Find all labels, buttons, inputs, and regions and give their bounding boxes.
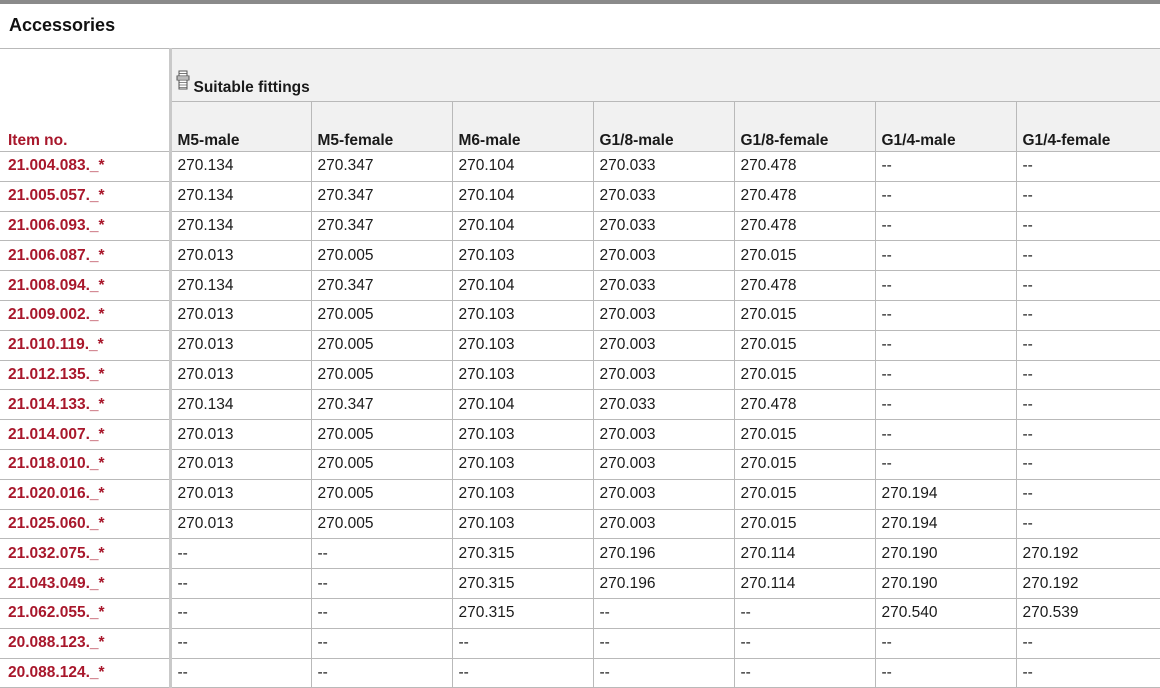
table-row [0,152,1160,182]
fitting-cell: 270.315 [452,598,593,628]
fitting-cell: -- [593,658,734,688]
item-number: 21.004.083._* [0,152,170,182]
item-number: 21.032.075._* [0,539,170,569]
fitting-cell: 270.540 [875,598,1016,628]
table-row [0,598,1160,628]
fitting-cell: 270.003 [593,509,734,539]
item-number: 21.014.007._* [0,420,170,450]
item-number: 21.020.016._* [0,479,170,509]
fitting-cell: 270.347 [311,181,452,211]
item-number: 21.008.094._* [0,271,170,301]
fitting-cell: -- [170,569,311,599]
fitting-cell: -- [452,628,593,658]
fitting-cell: -- [593,598,734,628]
fitting-cell: 270.315 [452,539,593,569]
fitting-cell: -- [1016,152,1160,182]
fitting-cell: 270.015 [734,330,875,360]
fitting-cell: -- [875,152,1016,182]
fitting-cell: 270.013 [170,449,311,479]
fitting-cell: 270.013 [170,420,311,450]
table-row [0,360,1160,390]
column-header: G1/8-male [593,102,734,152]
fitting-cell: -- [1016,241,1160,271]
table-row [0,241,1160,271]
fitting-cell: 270.015 [734,241,875,271]
fitting-cell: 270.033 [593,181,734,211]
fitting-cell: -- [1016,420,1160,450]
accessories-table [0,48,1160,688]
fitting-cell: -- [170,628,311,658]
fitting-cell: 270.015 [734,449,875,479]
column-header: G1/4-female [1016,102,1160,152]
fitting-cell: -- [1016,181,1160,211]
fitting-cell: 270.003 [593,479,734,509]
fitting-cell: 270.103 [452,241,593,271]
fitting-cell: 270.103 [452,360,593,390]
fitting-cell: 270.003 [593,330,734,360]
fitting-cell: 270.033 [593,211,734,241]
fitting-cell: 270.013 [170,241,311,271]
fitting-cell: 270.194 [875,509,1016,539]
fitting-cell: 270.104 [452,152,593,182]
fitting-cell: 270.190 [875,569,1016,599]
item-number: 21.025.060._* [0,509,170,539]
fitting-cell: 270.003 [593,300,734,330]
fitting-cell: 270.114 [734,539,875,569]
item-number: 21.018.010._* [0,449,170,479]
fitting-cell: -- [734,628,875,658]
section-title: Accessories [9,15,116,35]
table-row [0,330,1160,360]
table-row [0,449,1160,479]
item-number: 20.088.124._* [0,658,170,688]
item-number: 20.088.123._* [0,628,170,658]
fitting-cell: -- [734,598,875,628]
table-row [0,658,1160,688]
fitting-cell: -- [311,598,452,628]
fitting-cell: 270.196 [593,539,734,569]
fitting-cell: -- [875,420,1016,450]
column-header: M6-male [452,102,593,152]
fitting-cell: 270.003 [593,241,734,271]
fitting-cell: -- [875,658,1016,688]
fitting-cell: -- [1016,479,1160,509]
fitting-cell: 270.478 [734,181,875,211]
fitting-cell: 270.103 [452,300,593,330]
fitting-cell: 270.015 [734,479,875,509]
fitting-cell: 270.134 [170,152,311,182]
fitting-cell: -- [170,598,311,628]
fitting-cell: -- [875,449,1016,479]
fitting-cell: -- [875,628,1016,658]
item-number: 21.009.002._* [0,300,170,330]
fitting-cell: -- [1016,300,1160,330]
fitting-cell: -- [1016,628,1160,658]
fitting-cell: 270.013 [170,300,311,330]
fitting-cell: 270.134 [170,181,311,211]
fitting-cell: 270.315 [452,569,593,599]
fitting-cell: -- [1016,509,1160,539]
fitting-cell: 270.103 [452,479,593,509]
column-header: M5-male [170,102,311,152]
table-row [0,271,1160,301]
column-header: G1/4-male [875,102,1016,152]
item-number: 21.014.133._* [0,390,170,420]
fitting-cell: 270.478 [734,152,875,182]
fitting-cell: -- [452,658,593,688]
fitting-cell: 270.103 [452,449,593,479]
fitting-cell: 270.478 [734,211,875,241]
fitting-cell: -- [311,569,452,599]
fitting-cell: -- [1016,271,1160,301]
fitting-cell: 270.478 [734,390,875,420]
column-header: G1/8-female [734,102,875,152]
item-no-header: Item no. [0,49,170,152]
table-row [0,181,1160,211]
fitting-cell: 270.114 [734,569,875,599]
fitting-cell: 270.015 [734,509,875,539]
fitting-cell: 270.013 [170,509,311,539]
fitting-cell: -- [875,271,1016,301]
top-rule [0,0,1160,4]
fitting-cell: 270.478 [734,271,875,301]
group-header-row [0,49,1160,102]
fitting-cell: 270.015 [734,300,875,330]
fitting-cell: -- [734,658,875,688]
fitting-cell: 270.033 [593,390,734,420]
fitting-cell: 270.134 [170,271,311,301]
fitting-cell: 270.015 [734,360,875,390]
item-number: 21.010.119._* [0,330,170,360]
fitting-cell: 270.013 [170,360,311,390]
fitting-cell: 270.104 [452,390,593,420]
fitting-cell: -- [1016,360,1160,390]
table-row [0,479,1160,509]
table-row [0,509,1160,539]
fitting-cell: -- [875,330,1016,360]
fitting-cell: -- [1016,390,1160,420]
fitting-cell: -- [875,211,1016,241]
item-number: 21.006.087._* [0,241,170,271]
fitting-cell: 270.347 [311,211,452,241]
fitting-cell: 270.134 [170,211,311,241]
fitting-cell: 270.033 [593,271,734,301]
fitting-cell: 270.104 [452,211,593,241]
fitting-cell: -- [1016,658,1160,688]
fitting-cell: 270.005 [311,420,452,450]
fitting-cell: 270.347 [311,152,452,182]
fitting-cell: 270.033 [593,152,734,182]
fitting-cell: -- [170,658,311,688]
fitting-cell: 270.005 [311,300,452,330]
fitting-cell: 270.005 [311,509,452,539]
fitting-cell: 270.003 [593,449,734,479]
table-row [0,300,1160,330]
fitting-cell: 270.005 [311,479,452,509]
fitting-cell: 270.104 [452,181,593,211]
fitting-cell: -- [1016,330,1160,360]
fitting-cell: -- [875,390,1016,420]
fitting-cell: -- [875,300,1016,330]
fitting-cell: 270.192 [1016,569,1160,599]
table-row [0,628,1160,658]
item-number: 21.043.049._* [0,569,170,599]
fitting-cell: 270.192 [1016,539,1160,569]
table-row [0,569,1160,599]
table-row [0,420,1160,450]
fitting-cell: -- [311,658,452,688]
fitting-cell: 270.003 [593,420,734,450]
fitting-cell: 270.134 [170,390,311,420]
fitting-cell: 270.003 [593,360,734,390]
fitting-cell: 270.005 [311,241,452,271]
item-number: 21.062.055._* [0,598,170,628]
fitting-cell: -- [311,539,452,569]
item-number: 21.005.057._* [0,181,170,211]
fitting-cell: -- [170,539,311,569]
column-header-row [0,102,1160,152]
fitting-cell: 270.013 [170,330,311,360]
suitable-fittings-header [170,49,1160,102]
item-number: 21.012.135._* [0,360,170,390]
fitting-cell: 270.013 [170,479,311,509]
fitting-cell: -- [875,360,1016,390]
fitting-cell: -- [875,241,1016,271]
fitting-cell: -- [593,628,734,658]
fitting-cell: 270.005 [311,360,452,390]
fitting-cell: 270.347 [311,390,452,420]
fitting-cell: 270.190 [875,539,1016,569]
fitting-cell: 270.196 [593,569,734,599]
fitting-cell: 270.539 [1016,598,1160,628]
fitting-cell: -- [1016,449,1160,479]
fitting-cell: 270.104 [452,271,593,301]
fitting-cell: 270.015 [734,420,875,450]
table-row [0,539,1160,569]
fitting-cell: 270.103 [452,509,593,539]
fitting-cell: -- [311,628,452,658]
group-header-label: Suitable fittings [193,79,310,96]
column-header: M5-female [311,102,452,152]
table-row [0,390,1160,420]
fitting-cell: 270.103 [452,420,593,450]
fitting-cell: 270.005 [311,449,452,479]
fitting-cell: 270.194 [875,479,1016,509]
fitting-icon [176,70,190,99]
fitting-cell: 270.347 [311,271,452,301]
fitting-cell: 270.005 [311,330,452,360]
fitting-cell: -- [1016,211,1160,241]
fitting-cell: -- [875,181,1016,211]
fitting-cell: 270.103 [452,330,593,360]
table-row [0,211,1160,241]
item-number: 21.006.093._* [0,211,170,241]
